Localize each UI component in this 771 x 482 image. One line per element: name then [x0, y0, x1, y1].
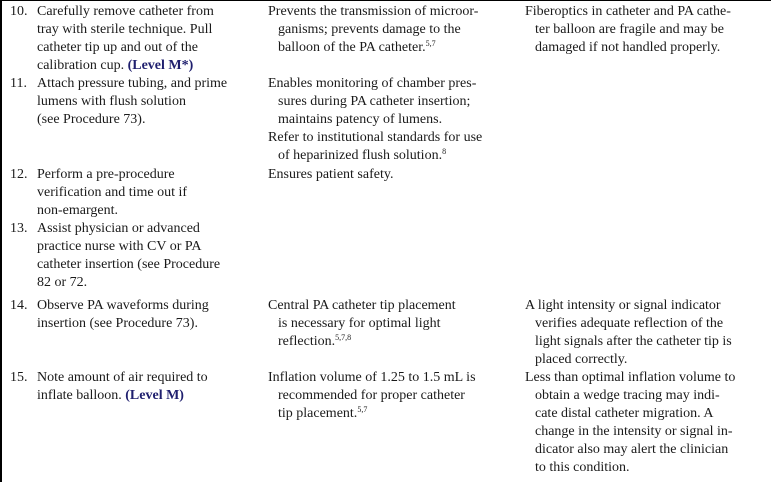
note-line: A light intensity or signal indicator: [525, 298, 721, 313]
step-line: catheter tip up and out of the: [37, 40, 198, 55]
step-cell: [10, 369, 208, 405]
step-cell: [10, 75, 227, 129]
step-number: 15.: [10, 370, 28, 385]
rationale-line: is necessary for optimal light: [278, 316, 441, 331]
evidence-level: (Level M*): [127, 58, 194, 73]
rationale-line: reflection.$^{5,7,8}$: [278, 333, 352, 349]
rationale-cell: [268, 3, 478, 57]
note-line: cate distal catheter migration. A: [535, 406, 714, 421]
reference-superscript: 5,7: [425, 39, 436, 48]
step-line: insertion (see Procedure 73).: [37, 316, 198, 331]
step-line: Observe PA waveforms during: [37, 298, 209, 313]
step-line: lumens with flush solution: [37, 94, 186, 109]
step-line: catheter insertion (see Procedure: [37, 257, 221, 272]
note-line: light signals after the catheter tip is: [535, 334, 732, 349]
rationale-line: Enables monitoring of chamber pres-: [268, 76, 477, 91]
rationale-line: sures during PA catheter insertion;: [278, 94, 471, 109]
step-number: 14.: [10, 298, 28, 313]
step-line: non-emargent.: [37, 203, 118, 218]
step-line: inflate balloon. (Level M): [37, 388, 184, 403]
rationale-line: balloon of the PA catheter.$^{5,7}$: [278, 39, 436, 55]
step-number: 13.: [10, 221, 28, 236]
rationale-cell: [268, 369, 476, 423]
rationale-line: of heparinized flush solution.$^8$: [278, 147, 447, 163]
note-line: change in the intensity or signal in-: [535, 424, 733, 439]
rationale-line: recommended for proper catheter: [278, 388, 465, 403]
step-line: Attach pressure tubing, and prime: [37, 76, 228, 91]
rationale-line: Prevents the transmission of microor-: [268, 4, 479, 19]
note-line: damaged if not handled properly.: [535, 40, 721, 55]
evidence-level: (Level M): [125, 388, 184, 403]
reference-superscript: 5,7,8: [335, 333, 352, 342]
note-line: verifies adequate reflection of the: [535, 316, 724, 331]
rationale-line: Central PA catheter tip placement: [268, 298, 456, 313]
step-line: Perform a pre-procedure: [37, 167, 175, 182]
reference-superscript: 8: [442, 147, 447, 156]
step-line: calibration cup. (Level M*): [37, 58, 194, 73]
note-line: obtain a wedge tracing may indi-: [535, 388, 720, 403]
rationale-cell: [268, 166, 393, 184]
step-line: Carefully remove catheter from: [37, 4, 214, 19]
step-line: Note amount of air required to: [37, 370, 208, 385]
step-cell: [10, 297, 209, 333]
note-line: to this condition.: [535, 460, 630, 475]
left-border: [0, 0, 2, 482]
rationale-line: Refer to institutional standards for use: [268, 130, 483, 145]
step-number: 12.: [10, 167, 28, 182]
top-border: [0, 0, 771, 1]
rationale-paragraph: [268, 129, 482, 165]
step-line: verification and time out if: [37, 185, 188, 200]
rationale-cell: [268, 75, 482, 165]
special-considerations-cell: [525, 369, 735, 477]
step-cell: [10, 166, 187, 220]
step-line: (see Procedure 73).: [37, 112, 146, 127]
note-line: placed correctly.: [535, 352, 628, 367]
step-number: 10.: [10, 4, 28, 19]
step-line: 82 or 72.: [37, 275, 88, 290]
special-considerations-cell: [525, 297, 732, 369]
reference-superscript: 5,7: [357, 405, 368, 414]
note-line: ter balloon are fragile and may be: [535, 22, 724, 37]
step-cell: [10, 220, 220, 292]
step-line: tray with sterile technique. Pull: [37, 22, 213, 37]
step-number: 11.: [10, 76, 27, 91]
note-line: dicator also may alert the clinician: [535, 442, 729, 457]
rationale-line: Ensures patient safety.: [268, 167, 394, 182]
step-line: Assist physician or advanced: [37, 221, 200, 236]
step-line: practice nurse with CV or PA: [37, 239, 202, 254]
note-line: Less than optimal inflation volume to: [525, 370, 736, 385]
special-considerations-cell: [525, 3, 731, 57]
rationale-line: tip placement.$^{5,7}$: [278, 405, 368, 421]
step-cell: [10, 3, 214, 75]
rationale-cell: [268, 297, 456, 351]
rationale-line: Inflation volume of 1.25 to 1.5 mL is: [268, 370, 476, 385]
rationale-line: ganisms; prevents damage to the: [278, 22, 461, 37]
rationale-line: maintains patency of lumens.: [278, 112, 443, 127]
note-line: Fiberoptics in catheter and PA cathe-: [525, 4, 731, 19]
